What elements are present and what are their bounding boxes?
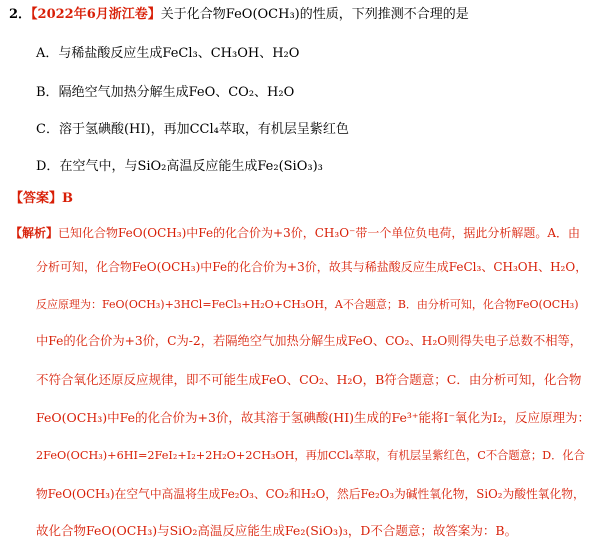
option-d	[36, 158, 323, 176]
option-a-label: A．	[36, 46, 59, 61]
analysis-text-7: 2FeO(OCH₃)+6HI=2FeI₂+I₂+2H₂O+2CH₃OH，再加CCl₄萃取，有机层呈紫红色，C不合题意；D．化合	[36, 449, 585, 462]
analysis-text-1: 已知化合物FeO(OCH₃)中Fe的化合价为+3价，CH₃O⁻带一个单位负电荷，据此分析解题。A．由	[58, 226, 581, 240]
analysis-line-4	[36, 332, 582, 350]
question-stem: 关于化合物FeO(OCH₃)的性质，下列推测不合理的是	[160, 7, 469, 22]
option-c-label: C．	[36, 122, 59, 137]
answer-value: B	[62, 191, 74, 206]
option-b-text: 隔绝空气加热分解生成FeO、CO₂、H₂O	[58, 85, 295, 100]
analysis-line-5	[36, 371, 581, 389]
analysis-line-6	[36, 409, 590, 427]
answer-line	[10, 190, 73, 208]
analysis-line-8	[36, 485, 585, 503]
question-source: 【2022年6月浙江卷】	[31, 7, 161, 22]
option-a-text: 与稀盐酸反应生成FeCl₃、CH₃OH、H₂O	[58, 46, 300, 61]
analysis-line-9	[36, 522, 517, 540]
analysis-line-1	[10, 224, 580, 242]
option-b	[36, 84, 294, 102]
option-b-label: B．	[36, 85, 59, 100]
analysis-text-2: 分析可知，化合物FeO(OCH₃)中Fe的化合价为+3价，故其与稀盐酸反应生成FeCl₃、CH₃OH、H₂O，	[36, 260, 588, 274]
answer-tag: 【答案】	[10, 191, 63, 206]
analysis-line-3	[36, 296, 579, 314]
analysis-text-9: 故化合物FeO(OCH₃)与SiO₂高温反应能生成Fe₂(SiO₃)₃，D不合题意；故答案为：B。	[36, 523, 518, 538]
option-d-text: 在空气中，与SiO₂高温反应能生成Fe₂(SiO₃)₃	[59, 159, 323, 174]
analysis-tag: 【解析】	[10, 226, 59, 240]
question-stem-line	[9, 6, 469, 24]
option-c	[36, 121, 349, 139]
option-d-label: D．	[36, 159, 60, 174]
analysis-line-2	[36, 258, 587, 276]
option-c-text: 溶于氢碘酸(HI)，再加CCl₄萃取，有机层呈紫红色	[58, 122, 349, 137]
question-number: 2．	[9, 7, 32, 22]
analysis-text-4: 中Fe的化合价为+3价，C为-2，若隔绝空气加热分解生成FeO、CO₂、H₂O则得失电子总数不相等，	[36, 334, 583, 348]
option-a	[36, 45, 299, 63]
analysis-text-6: FeO(OCH₃)中Fe的化合价为+3价，故其溶于氢碘酸(HI)生成的Fe³⁺能将I⁻氧化为I₂，反应原理为：	[36, 410, 590, 425]
analysis-text-5: 不符合氧化还原反应规律，即不可能生成FeO、CO₂、H₂O，B符合题意；C．由分析可知，化合物	[36, 372, 582, 387]
analysis-text-8: 物FeO(OCH₃)在空气中高温将生成Fe₂O₃、CO₂和H₂O，然后Fe₂O₃为碱性氧化物，SiO₂为酸性氧化物，	[36, 487, 585, 501]
analysis-text-3: 反应原理为：FeO(OCH₃)+3HCl=FeCl₃+H₂O+CH₃OH，A不合题意；B．由分析可知，化合物FeO(OCH₃)	[36, 298, 579, 311]
analysis-line-7	[36, 447, 585, 465]
